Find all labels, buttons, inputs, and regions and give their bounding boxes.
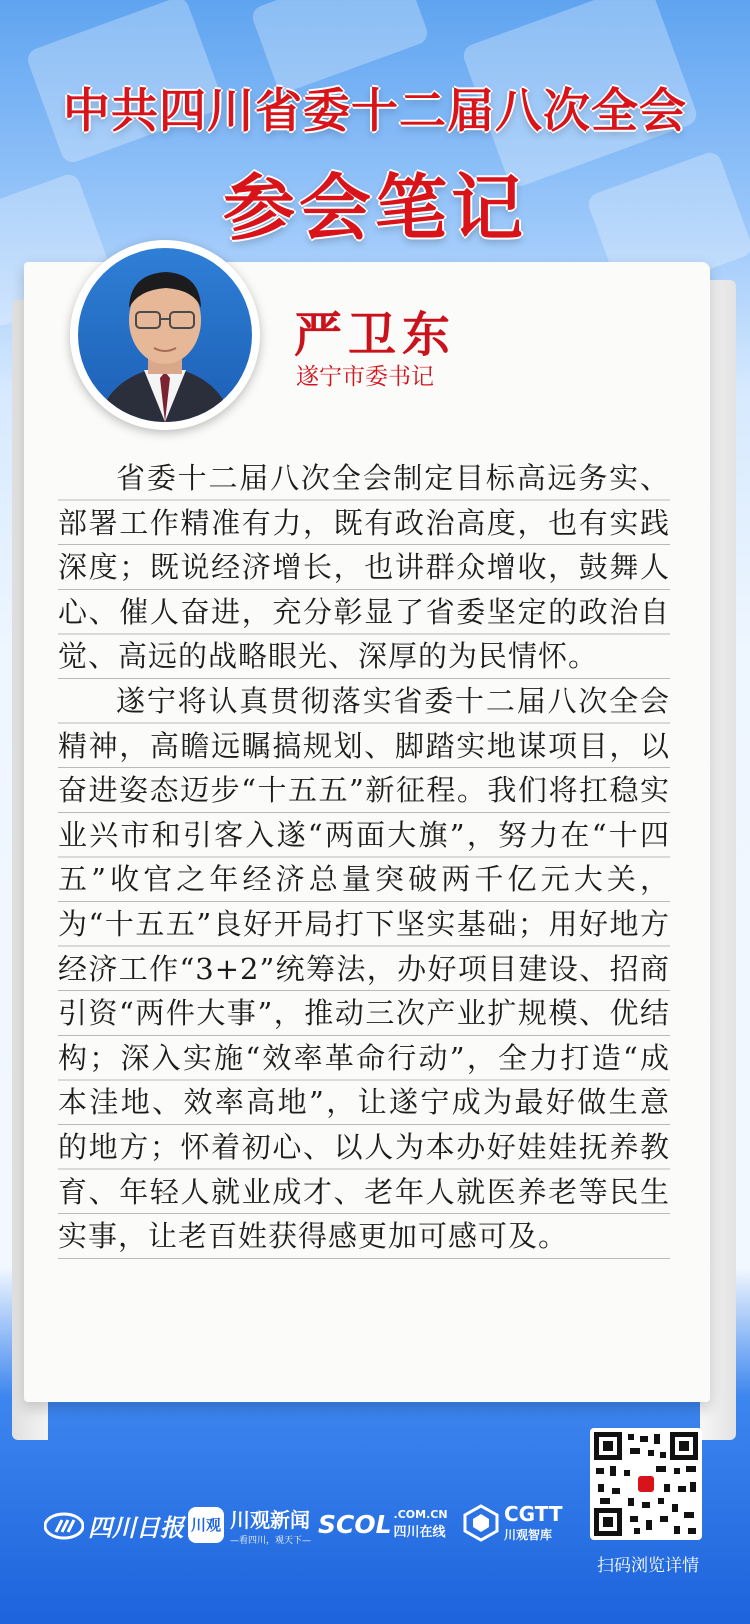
article-paragraph-1: 省委十二届八次全会制定目标高远务实、部署工作精准有力，既有政治高度，也有实践深度；既说经济增长，也讲群众增收，鼓舞人心、催人奋进，充分彰显了省委坚定的政治自觉、高远的战略眼光、深厚的为民情怀。 bbox=[58, 461, 670, 674]
article-paragraph-2: 遂宁将认真贯彻落实省委十二届八次全会精神，高瞻远瞩搞规划、脚踏实地谋项目，以奋进姿态迈步“十五五”新征程。我们将扛稳实业兴市和引客入遂“两面大旗”，努力在“十四五”收官之年经济总量突破两千亿元大关，为“十五五”良好开局打下坚实基础；用好地方经济工作“3+2”统筹法，办好项目建设、招商引资“两件大事”，推动三次产业扩规模、优结构；深入实施“效率革命行动”，全力打造“成本洼地、效率高地”，让遂宁成为最好做生意的地方；怀着初心、以人为本办好娃娃抚养教育、年轻人就业成才、老年人就医养老等民生实事，让老百姓获得感更加可感可及。 bbox=[58, 683, 670, 1254]
sichuan-daily-logo: 四川日报 bbox=[44, 1508, 184, 1543]
qr-code-icon bbox=[594, 1432, 698, 1536]
qr-caption: 扫码浏览详情 bbox=[597, 1556, 699, 1576]
avatar bbox=[70, 240, 260, 430]
qr-code[interactable] bbox=[590, 1428, 702, 1540]
page-subtitle: 参会笔记 bbox=[222, 166, 527, 250]
sichuan-daily-icon bbox=[44, 1512, 84, 1540]
portrait-image bbox=[78, 248, 252, 422]
article-body bbox=[58, 456, 670, 1259]
cgtt-icon bbox=[462, 1504, 500, 1542]
chuanguan-logo: 川观 川观新闻 —看四川，观天下— bbox=[188, 1504, 311, 1546]
person-name: 严卫东 bbox=[294, 307, 457, 363]
scol-logo: SCOL .COM.CN 四川在线 bbox=[318, 1508, 448, 1540]
cgtt-logo: CGTT 川观智库 bbox=[462, 1502, 563, 1543]
page-title: 中共四川省委十二届八次全会 bbox=[63, 84, 687, 139]
chuanguan-icon: 川观 bbox=[188, 1507, 224, 1543]
person-role: 遂宁市委书记 bbox=[296, 364, 434, 390]
